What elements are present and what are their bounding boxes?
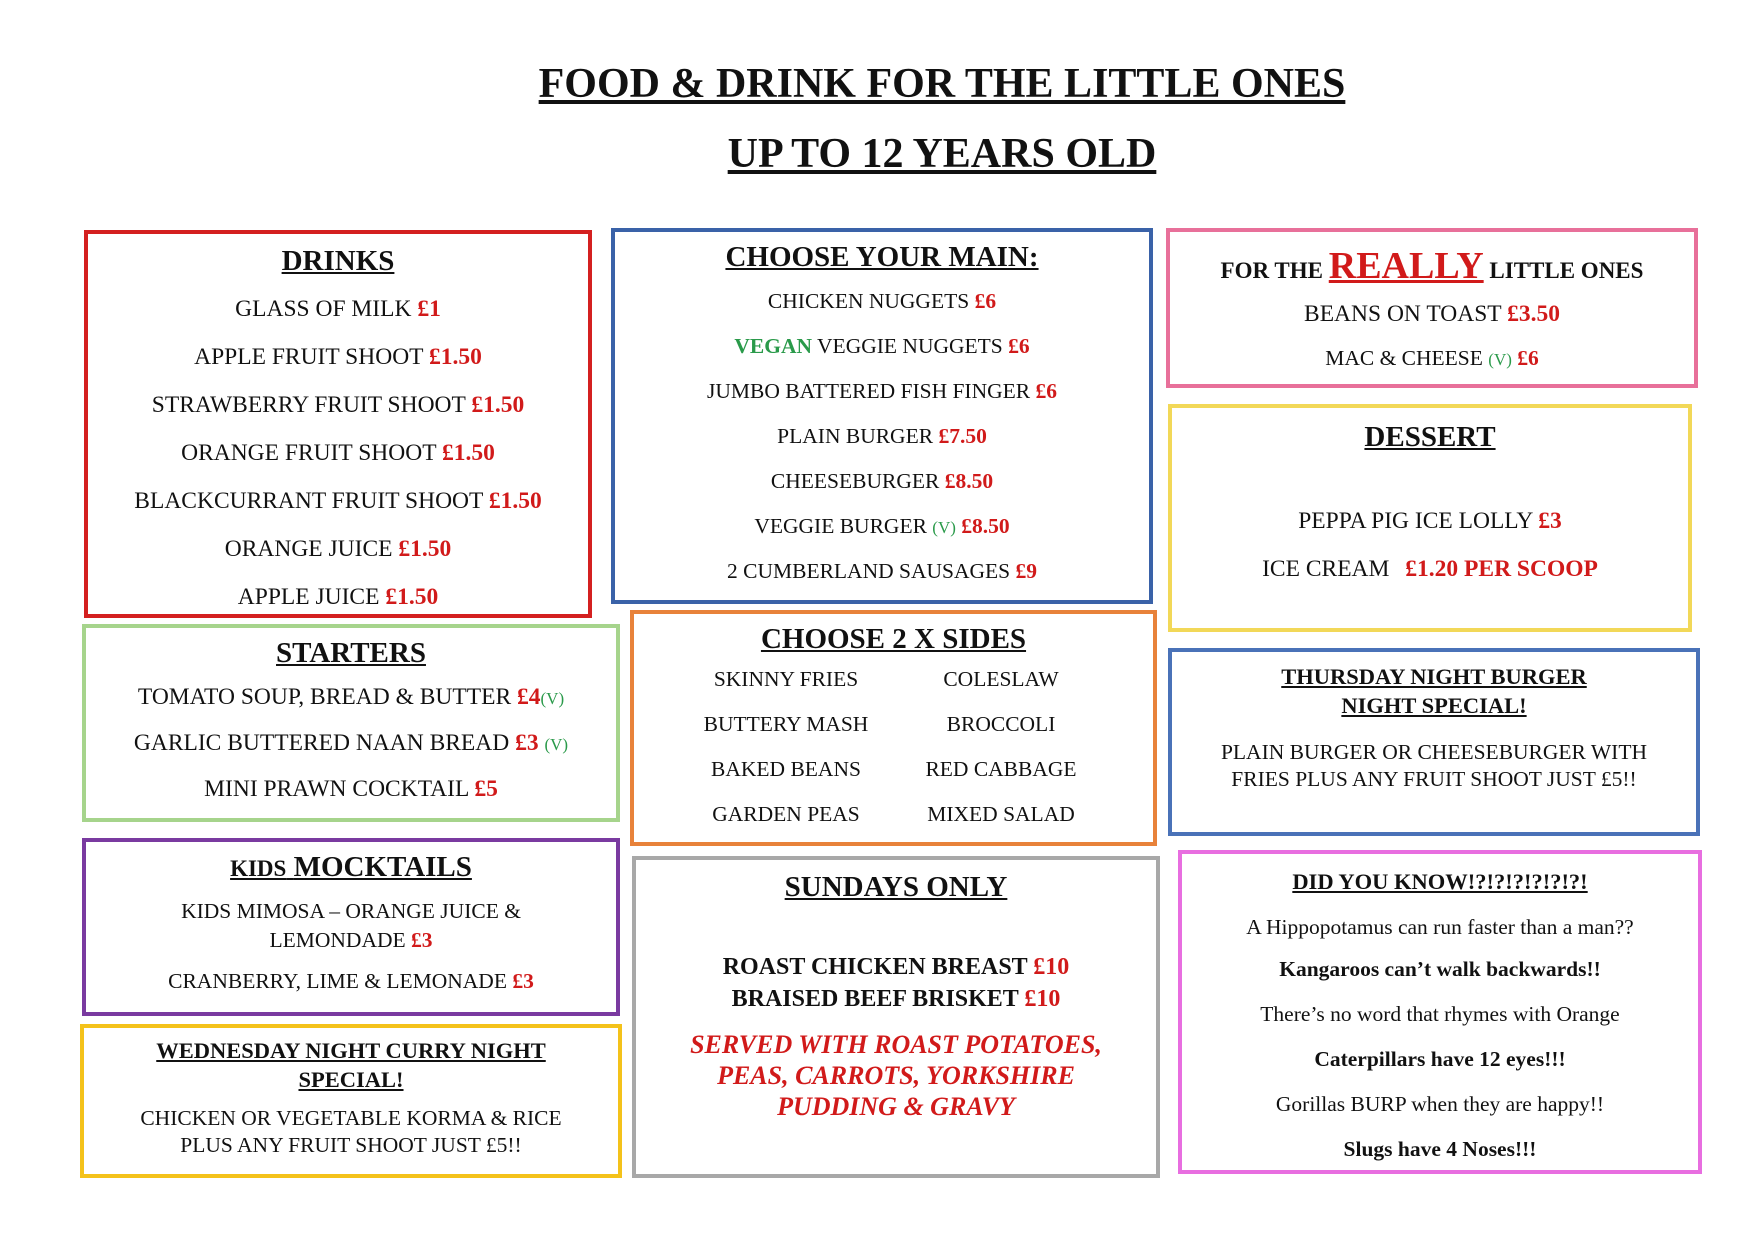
spacer <box>656 905 1136 951</box>
sides-list <box>684 657 1104 837</box>
heading-pre: FOR THE <box>1220 258 1324 283</box>
fact-item: Kangaroos can’t walk backwards!! <box>1279 957 1601 981</box>
heading-post: LITTLE ONES <box>1489 258 1644 283</box>
fact-item: There’s no word that rhymes with Orange <box>1260 1002 1620 1026</box>
item-price: £6 <box>1008 333 1030 358</box>
mocktails-panel <box>82 838 620 1016</box>
item-name: STRAWBERRY FRUIT SHOOT <box>151 391 466 418</box>
item-price: £10 <box>1024 985 1061 1012</box>
item-name: BLACKCURRANT FRUIT SHOOT <box>134 487 483 514</box>
vegetarian-mark: (V) <box>1488 349 1512 369</box>
menu-item <box>1172 497 1688 545</box>
menu-item <box>615 369 1149 414</box>
item-price: £6 <box>974 288 997 313</box>
item-name: CHEESEBURGER <box>770 468 940 493</box>
item-price: £3 <box>1538 507 1562 534</box>
side-item: BUTTERY MASH <box>703 711 869 736</box>
sundays-panel <box>632 856 1160 1178</box>
item-name: PLAIN BURGER <box>777 423 934 448</box>
dessert-panel <box>1168 404 1692 632</box>
item-price: £3 <box>512 968 534 993</box>
item-name: MAC & CHEESE <box>1325 345 1483 370</box>
item-name: ORANGE FRUIT SHOOT <box>181 439 437 466</box>
heading-emphasis: REALLY <box>1328 245 1484 287</box>
menu-item <box>656 983 1136 1015</box>
fact-item: Gorillas BURP when they are happy!! <box>1275 1092 1605 1116</box>
burger-night-text: PLAIN BURGER OR CHEESEBURGER WITH FRIES PLUS ANY FRUIT SHOOT JUST £5!! <box>1220 739 1648 792</box>
item-name: KIDS MIMOSA – ORANGE JUICE & LEMONDADE <box>181 898 521 952</box>
curry-night-heading: WEDNESDAY NIGHT CURRY NIGHT SPECIAL! <box>156 1038 546 1093</box>
menu-item <box>656 951 1136 983</box>
item-name: APPLE JUICE <box>237 583 380 610</box>
item-name: PEPPA PIG ICE LOLLY <box>1298 507 1533 534</box>
item-name: CHICKEN NUGGETS <box>767 288 970 313</box>
menu-item <box>615 459 1149 504</box>
drinks-panel <box>84 230 592 618</box>
menu-item <box>88 573 588 621</box>
heading-big: MOCKTAILS <box>293 851 472 883</box>
mocktails-heading <box>126 850 576 885</box>
item-price: £6 <box>1035 378 1057 403</box>
side-item: RED CABBAGE <box>925 756 1077 781</box>
menu-item <box>615 414 1149 459</box>
did-you-know-heading: DID YOU KNOW!?!?!?!?!?!?! <box>1292 869 1588 894</box>
item-price: £6 <box>1517 345 1539 370</box>
really-little-ones-panel <box>1166 228 1698 388</box>
menu-item <box>126 969 576 995</box>
item-name: ROAST CHICKEN BREAST <box>722 953 1028 980</box>
item-name: GARLIC BUTTERED NAAN BREAD <box>133 729 510 756</box>
item-name: JUMBO BATTERED FISH FINGER <box>706 378 1031 403</box>
fact-item: Slugs have 4 Noses!!! <box>1343 1137 1537 1161</box>
drinks-list <box>88 285 588 621</box>
item-price: £9 <box>1015 558 1037 583</box>
curry-night-text: CHICKEN OR VEGETABLE KORMA & RICE PLUS ANY FRUIT SHOOT JUST £5!! <box>140 1105 562 1158</box>
fact-item: Caterpillars have 12 eyes!!! <box>1314 1047 1566 1071</box>
side-item: GARDEN PEAS <box>712 801 860 826</box>
served-with-note: SERVED WITH ROAST POTATOES, PEAS, CARROTS, YORKSHIRE PUDDING & GRAVY <box>690 1029 1102 1122</box>
item-price: £8.50 <box>961 513 1010 538</box>
starters-heading: STARTERS <box>276 637 426 669</box>
item-price: £1.50 <box>398 535 452 562</box>
menu-item <box>126 897 576 955</box>
side-item: BROCCOLI <box>946 711 1056 736</box>
fact-item: A Hippopotamus can run faster than a man?? <box>1246 915 1634 939</box>
item-name: CRANBERRY, LIME & LEMONADE <box>168 968 507 993</box>
side-item: COLESLAW <box>943 666 1059 691</box>
vegan-label: VEGAN <box>734 333 813 358</box>
item-name: VEGGIE NUGGETS <box>817 333 1003 358</box>
sides-panel <box>630 610 1157 846</box>
menu-item <box>88 285 588 333</box>
item-price: £1.50 <box>385 583 439 610</box>
menu-item <box>88 429 588 477</box>
item-name: ICE CREAM <box>1262 555 1390 582</box>
burger-night-heading: THURSDAY NIGHT BURGER NIGHT SPECIAL! <box>1281 664 1587 719</box>
item-price: £3 <box>515 729 539 756</box>
item-name: TOMATO SOUP, BREAD & BUTTER <box>137 683 512 710</box>
item-name: BEANS ON TOAST <box>1304 300 1502 327</box>
mains-panel <box>611 228 1153 604</box>
menu-item <box>86 671 616 719</box>
menu-item <box>615 549 1149 594</box>
vegetarian-mark: (V) <box>540 688 565 708</box>
vegetarian-mark: (V) <box>544 734 569 754</box>
item-price: £10 <box>1033 953 1070 980</box>
item-name: BRAISED BEEF BRISKET <box>731 985 1019 1012</box>
heading-small: KIDS <box>230 856 287 881</box>
menu-item <box>88 525 588 573</box>
item-price: £5 <box>474 775 498 802</box>
item-name: APPLE FRUIT SHOOT <box>194 343 424 370</box>
page-subtitle: UP TO 12 YEARS OLD <box>727 131 1157 177</box>
item-price: £1.20 PER SCOOP <box>1405 555 1598 582</box>
item-name: GLASS OF MILK <box>235 295 412 322</box>
page-title: FOOD & DRINK FOR THE LITTLE ONES <box>538 61 1346 107</box>
mains-heading: CHOOSE YOUR MAIN: <box>725 241 1039 273</box>
item-name: VEGGIE BURGER <box>754 513 927 538</box>
item-price: £3.50 <box>1507 300 1560 327</box>
item-price: £7.50 <box>938 423 987 448</box>
item-name: ORANGE JUICE <box>224 535 393 562</box>
item-price: £1.50 <box>488 487 542 514</box>
sundays-heading: SUNDAYS ONLY <box>784 871 1008 903</box>
menu-item <box>88 381 588 429</box>
side-item: SKINNY FRIES <box>713 666 859 691</box>
item-name: 2 CUMBERLAND SAUSAGES <box>727 558 1011 583</box>
spacer <box>1172 455 1688 497</box>
item-price: £1.50 <box>428 343 482 370</box>
burger-night-panel <box>1168 648 1700 836</box>
menu-item <box>86 767 616 811</box>
starters-panel <box>82 624 620 822</box>
menu-item <box>88 333 588 381</box>
item-price: £1 <box>417 295 441 322</box>
menu-item <box>615 324 1149 369</box>
dessert-heading: DESSERT <box>1364 421 1496 453</box>
sides-heading: CHOOSE 2 X SIDES <box>760 623 1027 655</box>
menu-item <box>1172 545 1688 593</box>
vegetarian-mark: (V) <box>932 517 956 537</box>
item-price: £1.50 <box>442 439 495 466</box>
curry-night-panel <box>80 1024 622 1178</box>
little-ones-heading <box>1170 244 1694 290</box>
item-name: MINI PRAWN COCKTAIL <box>204 775 469 802</box>
side-item: BAKED BEANS <box>711 756 861 781</box>
menu-item <box>1170 290 1694 338</box>
menu-item <box>615 279 1149 324</box>
mains-list <box>615 279 1149 594</box>
menu-item <box>86 719 616 767</box>
item-price: £8.50 <box>944 468 994 493</box>
item-price: £4 <box>517 683 541 710</box>
menu-item <box>1170 338 1694 378</box>
did-you-know-panel <box>1178 850 1702 1174</box>
item-price: £1.50 <box>471 391 525 418</box>
drinks-heading: DRINKS <box>281 245 395 277</box>
menu-item <box>88 477 588 525</box>
side-item: MIXED SALAD <box>927 801 1075 826</box>
item-price: £3 <box>411 927 433 952</box>
menu-item <box>615 504 1149 549</box>
